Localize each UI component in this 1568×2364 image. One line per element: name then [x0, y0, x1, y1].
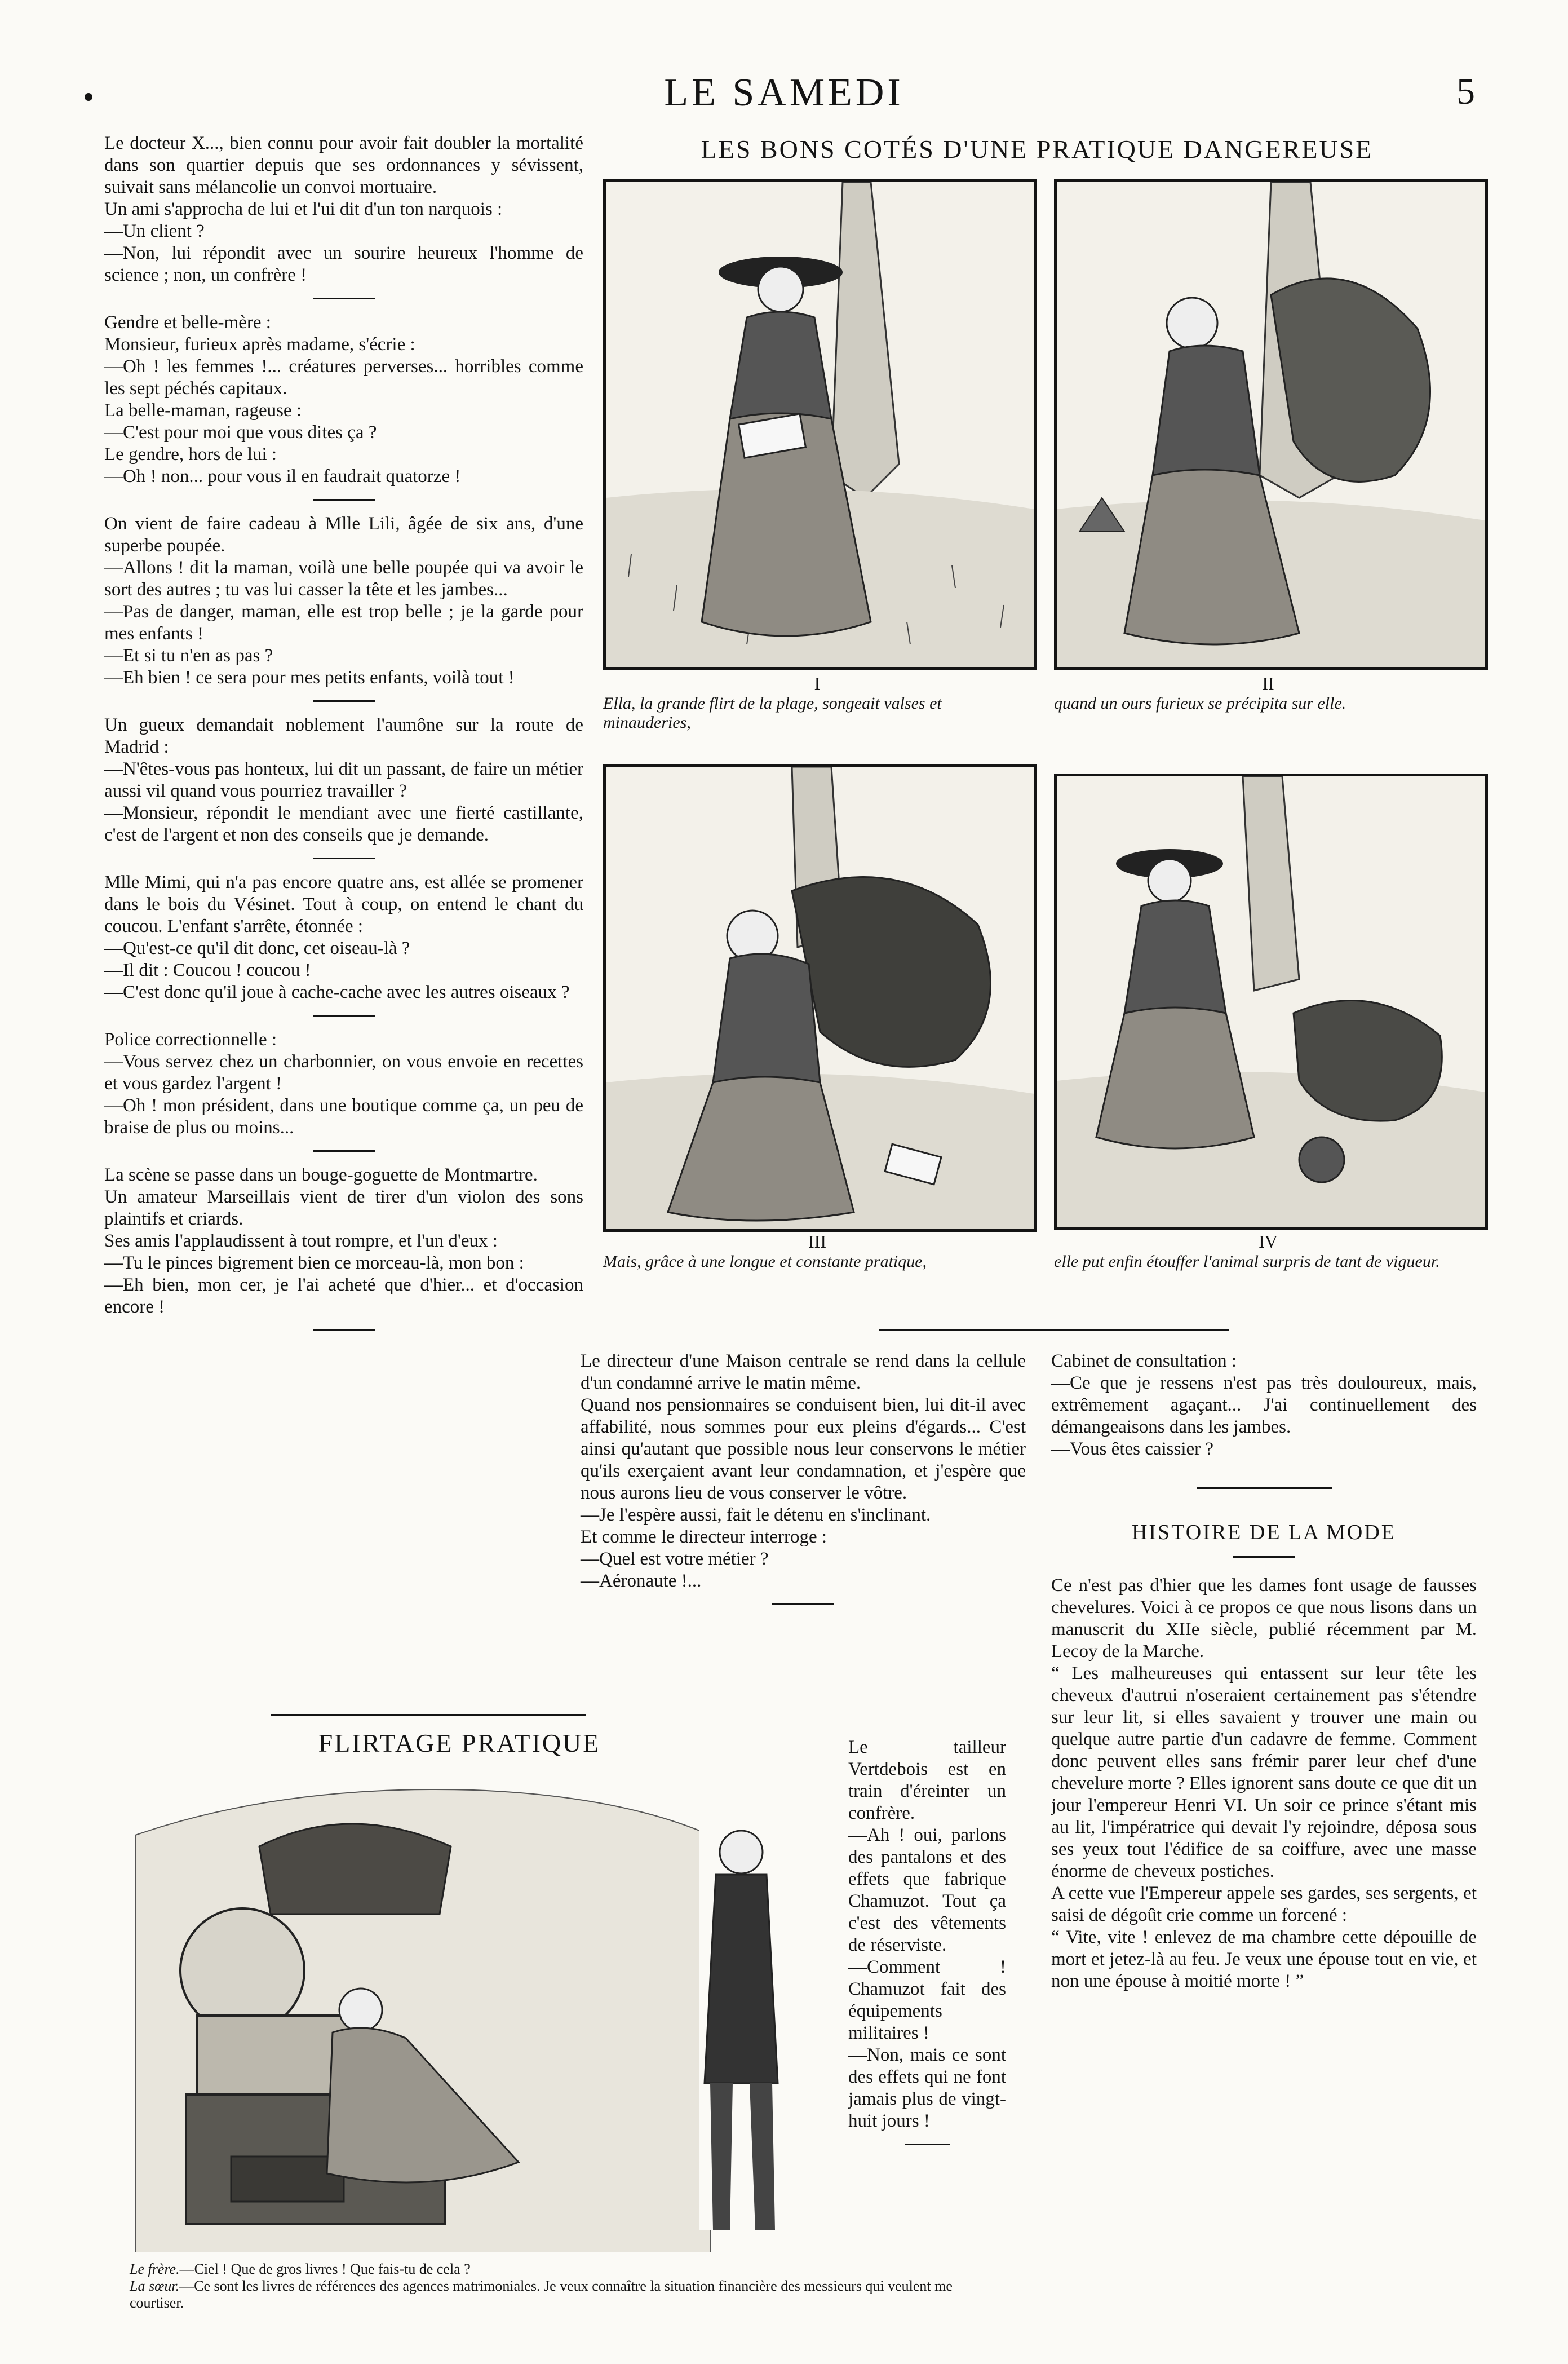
panel-caption-text: Ella, la grande flirt de la plage, songeait valses et minauderies, [603, 694, 942, 732]
paragraph: —Ah ! oui, parlons des pantalons et des effets que fabrique Chamuzot. Tout ça c'est des vêtements de réserviste. [848, 1825, 1006, 1955]
paragraph: —Vous servez chez un charbonnier, on vous envoie en recettes et vous gardez l'argent ! [104, 1051, 583, 1094]
caption-text: —Ciel ! Que de gros livres ! Que fais-tu de cela ? [179, 2261, 471, 2277]
paragraph: —C'est pour moi que vous dites ça ? [104, 422, 377, 443]
panel-caption-text: Mais, grâce à une longue et constante pratique, [603, 1252, 927, 1271]
comic-panel-2 [1054, 179, 1488, 670]
panel-caption-text: quand un ours furieux se précipita sur elle. [1054, 694, 1346, 713]
paragraph: —Comment ! Chamuzot fait des équipements militaires ! [848, 1957, 1006, 2043]
paragraph: —Eh bien ! ce sera pour mes petits enfants, voilà tout ! [104, 668, 515, 688]
panel-2-illustration [1057, 182, 1485, 667]
paragraph: —Monsieur, répondit le mendiant avec une fierté castillante, c'est de l'argent et non des conseils que je demande. [104, 803, 583, 845]
flirtage-illustration [113, 1768, 829, 2252]
paragraph: —Pas de danger, maman, elle est trop belle ; je la garde pour mes enfants ! [104, 602, 583, 644]
paragraph: —Non, mais ce sont des effets qui ne font jamais plus de vingt-huit jours ! [848, 2045, 1006, 2131]
middle-column [581, 1350, 1026, 1618]
paragraph: —C'est donc qu'il joue à cache-cache avec les autres oiseaux ? [104, 982, 570, 1002]
paragraph: Le docteur X..., bien connu pour avoir fait doubler la mortalité dans son quartier depuis que ses ordonnances y sévissent, suivait sans mélancolie un convoi mortuaire. [104, 133, 583, 197]
anecdote-mimi [104, 872, 583, 1004]
caption-speaker: Le frère. [130, 2261, 180, 2277]
panel-number: I [814, 673, 821, 693]
panel-number: II [1262, 673, 1274, 693]
anecdote-doctor [104, 132, 583, 286]
flirtage-caption [130, 2261, 1009, 2312]
paragraph: Le gendre, hors de lui : [104, 444, 277, 465]
paragraph: Un amateur Marseillais vient de tirer d'un violon des sons plaintifs et criards. [104, 1187, 583, 1229]
separator [1233, 1556, 1295, 1558]
separator [313, 858, 375, 859]
paragraph: Monsieur, furieux après madame, s'écrie : [104, 334, 415, 355]
flirtage-illustration-svg [113, 1768, 829, 2252]
page-header [0, 54, 1568, 116]
right-column [1051, 1350, 1477, 1992]
separator [313, 499, 375, 501]
paragraph: —Vous êtes caissier ? [1051, 1439, 1214, 1459]
paragraph: —Allons ! dit la maman, voilà une belle poupée qui va avoir le sort des autres ; tu vas lui casser la tête et les jambes... [104, 558, 583, 600]
flirtage-title: FLIRTAGE PRATIQUE [318, 1729, 601, 1757]
paragraph: —Oh ! mon président, dans une boutique comme ça, un peu de braise de plus ou moins... [104, 1095, 583, 1138]
paragraph: Ses amis l'applaudissent à tout rompre, et l'un d'eux : [104, 1231, 498, 1251]
panel-2-caption [1054, 674, 1482, 713]
section-rule [879, 1329, 1229, 1331]
separator [905, 2144, 950, 2145]
paragraph: Un ami s'approcha de lui et l'ui dit d'un ton narquois : [104, 199, 503, 219]
paragraph: Gendre et belle-mère : [104, 312, 271, 333]
panel-4-caption [1054, 1232, 1482, 1271]
history-title: HISTOIRE DE LA MODE [1131, 1521, 1396, 1544]
paragraph: —Aéronaute !... [581, 1571, 702, 1591]
anecdote-police [104, 1029, 583, 1139]
newspaper-title: LE SAMEDI [664, 71, 904, 114]
anecdote-montmartre [104, 1164, 583, 1318]
paragraph: On vient de faire cadeau à Mlle Lili, âgée de six ans, d'une superbe poupée. [104, 514, 583, 556]
paragraph: —Qu'est-ce qu'il dit donc, cet oiseau-là ? [104, 938, 410, 958]
comic-title: LES BONS COTÉS D'UNE PRATIQUE DANGEREUSE [701, 135, 1374, 164]
left-column [104, 132, 583, 1344]
paragraph: —Ce que je ressens n'est pas très douloureux, mais, extrêmement agaçant... J'ai continuellement des démangeaisons dans les jambes. [1051, 1373, 1477, 1437]
separator [313, 1150, 375, 1152]
paragraph: —Eh bien, mon cer, je l'ai acheté que d'hier... et d'occasion encore ! [104, 1275, 583, 1317]
paragraph: Le tailleur Vertdebois est en train d'éreinter un confrère. [848, 1737, 1006, 1823]
panel-1-illustration [606, 182, 1034, 667]
paragraph: —Il dit : Coucou ! coucou ! [104, 960, 311, 980]
caption-speaker: La sœur. [130, 2278, 180, 2294]
paragraph: —Je l'espère aussi, fait le détenu en s'inclinant. [581, 1505, 931, 1525]
paragraph: La scène se passe dans un bouge-goguette de Montmartre. [104, 1165, 538, 1185]
tailor-column [848, 1736, 1006, 2158]
paragraph: Et comme le directeur interroge : [581, 1527, 827, 1547]
panel-number: III [808, 1231, 826, 1252]
paragraph: Le directeur d'une Maison centrale se rend dans la cellule d'un condamné arrive le matin même. [581, 1351, 1026, 1393]
section-rule [271, 1714, 586, 1716]
panel-number: IV [1259, 1231, 1278, 1252]
paragraph: —Oh ! les femmes !... créatures perverses... horribles comme les sept péchés capitaux. [104, 356, 583, 399]
paragraph: Quand nos pensionnaires se conduisent bien, lui dit-il avec affabilité, nous sommes pour eux pleins d'égards... C'est ainsi qu'autant que possible nous leur conservons le métier qu'ils exerçaient avant leur condamnation, et j'espère que nous aurons lieu de vous conserver le vôtre. [581, 1395, 1026, 1503]
panel-1-caption [603, 674, 1031, 732]
paragraph: “ Vite, vite ! enlevez de ma chambre cette dépouille de mort et jetez-là au feu. Je veux une épouse tout en vie, et non une épouse à moitié morte ! ” [1051, 1927, 1477, 1991]
panel-3-illustration [606, 767, 1034, 1229]
comic-panel-3 [603, 764, 1037, 1232]
paragraph: Mlle Mimi, qui n'a pas encore quatre ans, est allée se promener dans le bois du Vésinet. Tout à coup, on entend le chant du coucou. L'enfant s'arrête, étonnée : [104, 872, 583, 936]
separator [313, 700, 375, 702]
paragraph: —Quel est votre métier ? [581, 1549, 769, 1569]
paragraph: —Non, lui répondit avec un sourire heureux l'homme de science ; non, un confrère ! [104, 243, 583, 285]
panel-3-caption [603, 1232, 1031, 1271]
paragraph: La belle-maman, rageuse : [104, 400, 302, 421]
panel-caption-text: elle put enfin étouffer l'animal surpris de tant de vigueur. [1054, 1252, 1440, 1271]
separator [313, 298, 375, 299]
paragraph: “ Les malheureuses qui entassent sur leur tête les cheveux d'autrui n'oseraient certainement pas s'étendre sur leur lit, si elles savaient y trouver une main ou quelque autre partie d'un cadavre de femme. Comment donc peuvent elles sans frémir parer leur chef d'une chevelure morte ? Elles ignorent sans doute ce que dit un jour l'empereur Henri VI. Un soir ce prince s'étant mis au lit, l'impératrice qui devait l'y rejoindre, déposa sous ses yeux tout l'édifice de sa coiffure, avec une masse énorme de cheveux postiches. [1051, 1663, 1477, 1881]
paragraph: —Tu le pinces bigrement bien ce morceau-là, mon bon : [104, 1253, 524, 1273]
separator [313, 1015, 375, 1017]
anecdote-lili [104, 513, 583, 689]
paragraph: A cette vue l'Empereur appele ses gardes, ses sergents, et saisi de dégoût crie comme un forcené : [1051, 1883, 1477, 1925]
panel-4-illustration [1057, 776, 1485, 1227]
paragraph: Un gueux demandait noblement l'aumône sur la route de Madrid : [104, 715, 583, 757]
paragraph: —Un client ? [104, 221, 205, 241]
paragraph: Police correctionnelle : [104, 1029, 277, 1050]
caption-text: —Ce sont les livres de références des agences matrimoniales. Je veux connaître la situation financière des messieurs qui veulent me courtiser. [130, 2278, 953, 2311]
page-number: 5 [1456, 71, 1475, 112]
comic-panel-1 [603, 179, 1037, 670]
paragraph: Cabinet de consultation : [1051, 1351, 1237, 1371]
paragraph: Ce n'est pas d'hier que les dames font usage de fausses chevelures. Voici à ce propos ce que nous lisons dans un manuscrit du XIIe siècle, publié récemment par M. Lecoy de la Marche. [1051, 1575, 1477, 1662]
separator [313, 1329, 375, 1331]
separator [772, 1603, 834, 1605]
paragraph: —Oh ! non... pour vous il en faudrait quatorze ! [104, 466, 461, 487]
comic-panel-4 [1054, 774, 1488, 1230]
section-rule [1197, 1487, 1332, 1489]
anecdote-gendre [104, 312, 583, 488]
paragraph: —Et si tu n'en as pas ? [104, 646, 273, 666]
anecdote-gueux [104, 714, 583, 846]
paragraph: —N'êtes-vous pas honteux, lui dit un passant, de faire un métier aussi vil quand vous pourriez travailler ? [104, 759, 583, 801]
